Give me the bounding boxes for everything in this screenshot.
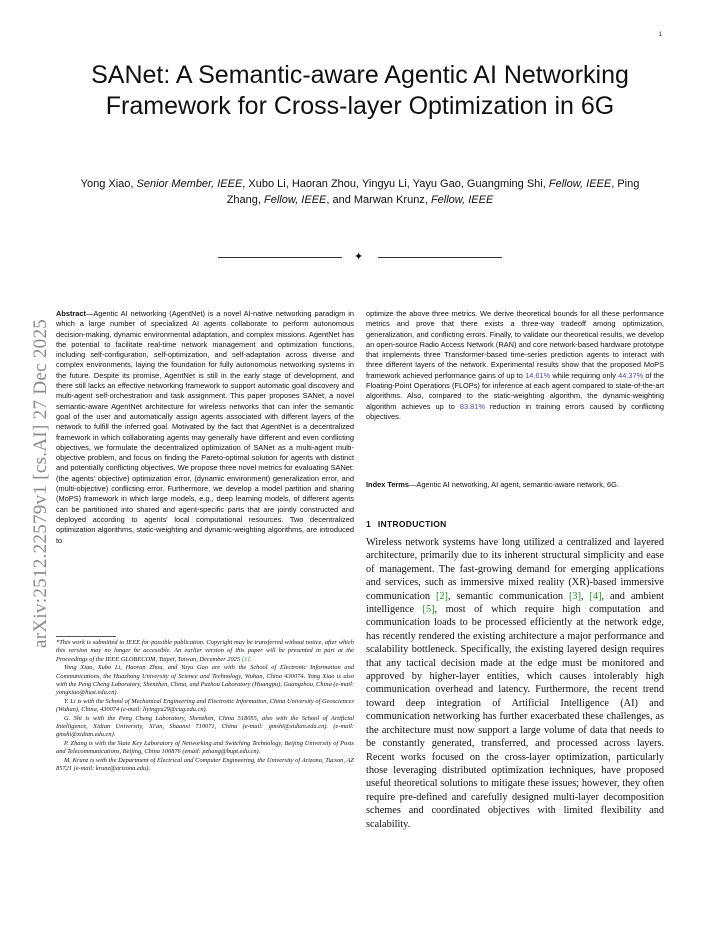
footnote: Y. Li is with the School of Mechanical Engineering and Electronic Information, China University of Geosciences (Wuhan), China, 430074 (e-mail: liyingyu29@cug.edu.cn).	[56, 697, 354, 714]
author-text: Yong Xiao,	[80, 178, 137, 190]
arxiv-stamp	[30, 0, 56, 932]
footnote-text: .	[249, 655, 252, 663]
section-heading	[366, 519, 447, 529]
intro-text: ,	[581, 590, 590, 602]
abstract-text: of the Floating-Point Operations (FLOPs) for inference at each agent compared to state-of-the-art algorithms. Also, compared to the static-weighting algorithm, the dynamic-weighting algorithm achieves up to	[366, 370, 665, 411]
page-number: 1	[658, 32, 662, 38]
footnotes	[56, 639, 354, 774]
abstract-value: 14.61%	[525, 370, 551, 380]
divider-line-right	[378, 257, 502, 258]
author-role: Fellow, IEEE	[264, 194, 327, 206]
footnote-rule	[56, 636, 116, 637]
citation-link[interactable]: [4]	[589, 590, 602, 602]
index-terms-label: Index Terms	[366, 480, 409, 489]
title-divider	[218, 250, 502, 264]
intro-text: , and ambient intelligence	[366, 590, 664, 616]
abstract-text: reduction in training errors caused by conflicting objectives.	[366, 401, 664, 421]
arxiv-stamp-text: arXiv:2512.22579v1 [cs.AI] 27 Dec 2025	[30, 318, 51, 648]
abstract-text: optimize the above three metrics. We derive theoretical bounds for all these performance metrics and prove that there exists a three-way tradeoff among optimization, generalization, and conflicting errors. Finally, to validate our theoretical results, we develop an open-source Radio Access Network (RAN) and core network-based hardware prototype that implements three Transformer-based time-series prediction agents to interact with three different layers of the network. Experimental results show that the proposed MoPS framework achieved performance gains of up to	[366, 309, 664, 380]
abstract-left	[56, 309, 354, 546]
author-list	[70, 176, 650, 208]
citation-link[interactable]: [3]	[569, 590, 582, 602]
citation-link[interactable]: [1]	[241, 655, 250, 663]
footnote: Yong Xiao, Xubo Li, Haoran Zhou, and Yayu Gao are with the School of Electronic Information and Communications, the Huazhong University of Science and Technology, Wuhan, China 430074. Yong Xiao is also with the Peng Cheng Laboratory, Shenzhen, China, and Pazhou Laboratory (Huangpu), Guangzhou, China (e-mail: yongxiao@hust.edu.cn).	[56, 664, 354, 697]
paper-title: SANet: A Semantic-aware Agentic AI Networking Framework for Cross-layer Optimization in 6G	[91, 61, 629, 120]
footnote: P. Zhang is with the State Key Laboratory of Networking and Switching Technology, Beijing University of Posts and Telecommunications, Beijing, China 100876 (email: pzhang@bupt.edu.cn).	[56, 739, 354, 756]
intro-paragraph	[366, 536, 664, 831]
index-terms-text: —Agentic AI networking, AI agent, semantic-aware network, 6G.	[409, 480, 619, 489]
author-text: , Ping Zhang,	[226, 178, 640, 206]
abstract-label: Abstract	[56, 309, 86, 318]
citation-link[interactable]: [5]	[422, 604, 435, 616]
abstract-text: —Agentic AI networking (AgentNet) is a novel AI-native networking paradigm in which a large number of specialized AI agents collaborate to perform autonomous decision-making, dynamic environmental adaptation, and complex missions. AgentNet has the potential to facilitate real-time network management and optimization functions, including self-configuration, self-optimization, and self-adaptation across diverse and complex environments, laying the foundation for fully autonomous networking systems in the future. Despite its promise, AgentNet is still in the early stage of development, and there still lacks an effective networking framework to support automatic goal discovery and multi-agent self-orchestration and task assignment. This paper proposes SANet, a novel semantic-aware AgentNet architecture for wireless networks that can infer the semantic goal of the user and automatically assign agents associated with different layers of the network to fulfill the inferred goal. Motivated by the fact that AgentNet is a decentralized framework in which collaborating agents may generally have different and even conflicting objectives, we formulate the decentralized optimization of SANet as a multi-agent multi-objective problem, and focus on finding the Pareto-optimal solution for agents with distinct and potentially conflicting objectives. We propose three novel metrics for evaluating SANet: (the agents' objective) optimization error, (dynamic environment) generalization error, and (multi-objective) conflicting error. Furthermore, we develop a model partition and sharing (MoPS) framework in which large models, e.g., deep learning models, of different agents can be partitioned into shared and agent-specific parts that are jointly constructed and deployed according to agents' local computational resources. Two decentralized optimization algorithms, static-weighting and dynamic-weighting algorithms, are introduced to	[56, 309, 354, 545]
footnote	[56, 639, 354, 664]
author-text: , and Marwan Krunz,	[326, 194, 431, 206]
intro-text: , semantic communication	[448, 590, 569, 602]
footnote-text: *This work is submitted to IEEE for possible publication. Copyright may be transferred without notice, after which this version may no longer be accessible. An earlier version of this paper will be presented in part at the Proceedings of the IEEE GLOBECOM, Taipei, Taiwan, December 2025	[56, 639, 354, 663]
index-terms	[366, 480, 664, 490]
abstract-value: 44.37%	[618, 370, 644, 380]
footnote: G. Shi is with the Peng Cheng Laboratory, Shenzhen, China 518055, also with the School of Artificial Intelligence, Xidian University, Xi'an, Shaanxi 710071, China (e-mail: gmshi@xidian.edu.cn). (e-mail: gmshi@xidian.edu.cn).	[56, 714, 354, 739]
author-role: Senior Member, IEEE	[136, 178, 243, 190]
author-text: , Xubo Li, Haoran Zhou, Yingyu Li, Yayu Gao, Guangming Shi,	[242, 178, 549, 190]
author-role: Fellow, IEEE	[430, 194, 494, 206]
abstract-text: while requiring only	[550, 370, 619, 380]
abstract-value: 83.81%	[459, 401, 485, 411]
section-number: 1	[366, 519, 371, 529]
footnote: M. Krunz is with the Department of Electrical and Computer Engineering, the University of Arizona, Tucson, AZ 85721 (e-mail: krunz@arizona.edu).	[56, 756, 354, 773]
author-role: Fellow, IEEE	[548, 178, 612, 190]
intro-text: , most of which require high computation and communication loads to be processed efficiently at the network edge, has recently rendered the existing architecture a major performance and scalability bottleneck. Specifically, the existing layered design requires that any tactical decision made at the edge must be monitored and approved by higher-layer entities, which causes intolerably high communication overhead and latency. Furthermore, the recent trend toward deep integration of Artificial Intelligence (AI) and communication networking has further exacerbated these challenges, as the architecture must now support a large volume of data that needs to be constantly generated, transferred, and processed across layers. Recent works focused on the cross-layer optimization, particularly those leveraging distributed optimization techniques, have proposed useful theoretical solutions to mitigate these issues; however, they often require pre-defined and carefully designed multi-layer decomposition schemes and coordinated objectives with limited flexibility and scalability.	[366, 604, 664, 830]
section-title: INTRODUCTION	[377, 519, 447, 529]
abstract-right	[366, 309, 664, 422]
intro-text: Wireless network systems have long utilized a centralized and layered architecture, primarily due to its inherent structural simplicity and ease of management. The fast-growing demand for emerging applications and services, such as immersive mixed reality (XR)-based immersive communication	[366, 537, 664, 602]
diamond-icon: ✦	[354, 250, 364, 263]
divider-line-left	[218, 257, 342, 258]
citation-link[interactable]: [2]	[435, 590, 448, 602]
